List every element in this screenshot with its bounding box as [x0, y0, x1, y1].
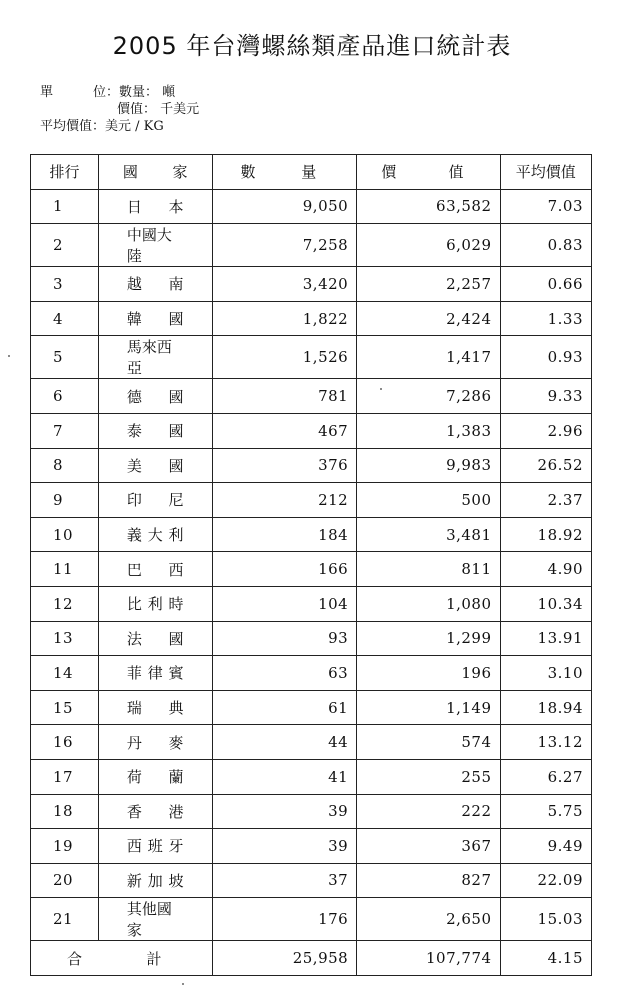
average-cell: 0.83 [500, 224, 591, 267]
table-header-row [31, 155, 592, 190]
rank-cell: 1 [31, 189, 99, 224]
average-cell: 5.75 [500, 794, 591, 829]
value-cell: 6,029 [357, 224, 500, 267]
country-cell: 荷 蘭 [98, 759, 212, 794]
average-cell: 10.34 [500, 586, 591, 621]
value-cell: 3,481 [357, 517, 500, 552]
quantity-cell: 212 [212, 483, 357, 518]
quantity-cell: 166 [212, 552, 357, 587]
units-legend [40, 84, 199, 135]
rank-cell: 9 [31, 483, 99, 518]
country-cell: 丹 麥 [98, 725, 212, 760]
value-cell: 2,650 [357, 898, 500, 941]
table-row [31, 794, 592, 829]
table-row [31, 224, 592, 267]
average-cell: 7.03 [500, 189, 591, 224]
value-cell: 574 [357, 725, 500, 760]
table-row [31, 725, 592, 760]
rank-cell: 12 [31, 586, 99, 621]
average-cell: 15.03 [500, 898, 591, 941]
rank-cell: 4 [31, 301, 99, 336]
table-row [31, 379, 592, 414]
quantity-cell: 39 [212, 829, 357, 864]
average-cell: 4.90 [500, 552, 591, 587]
quantity-cell: 467 [212, 413, 357, 448]
table-row [31, 552, 592, 587]
header-value: 價 值 [357, 155, 500, 190]
country-cell: 新 加 坡 [98, 863, 212, 898]
rank-cell: 2 [31, 224, 99, 267]
average-cell: 2.96 [500, 413, 591, 448]
table-row [31, 267, 592, 302]
quantity-cell: 61 [212, 690, 357, 725]
rank-cell: 13 [31, 621, 99, 656]
rank-cell: 10 [31, 517, 99, 552]
country-cell: 香 港 [98, 794, 212, 829]
country-cell: 美 國 [98, 448, 212, 483]
value-cell: 827 [357, 863, 500, 898]
value-cell: 1,299 [357, 621, 500, 656]
quantity-cell: 9,050 [212, 189, 357, 224]
average-cell: 3.10 [500, 656, 591, 691]
quantity-cell: 781 [212, 379, 357, 414]
value-cell: 1,417 [357, 336, 500, 379]
rank-cell: 14 [31, 656, 99, 691]
country-cell: 中國大陸 [98, 224, 212, 267]
rank-cell: 3 [31, 267, 99, 302]
average-cell: 18.92 [500, 517, 591, 552]
table-row [31, 189, 592, 224]
country-cell: 德 國 [98, 379, 212, 414]
quantity-cell: 184 [212, 517, 357, 552]
table-row [31, 829, 592, 864]
rank-cell: 7 [31, 413, 99, 448]
value-cell: 2,257 [357, 267, 500, 302]
quantity-cell: 39 [212, 794, 357, 829]
table-row [31, 759, 592, 794]
rank-cell: 6 [31, 379, 99, 414]
country-cell: 韓 國 [98, 301, 212, 336]
value-cell: 367 [357, 829, 500, 864]
rank-cell: 11 [31, 552, 99, 587]
unit-average: 平均價值：美元 / KG [40, 119, 164, 134]
unit-quantity: 數量： 噸 [119, 85, 176, 100]
quantity-cell: 176 [212, 898, 357, 941]
scan-speck [182, 983, 184, 985]
unit-label: 單 [40, 85, 54, 100]
value-cell: 63,582 [357, 189, 500, 224]
average-cell: 0.66 [500, 267, 591, 302]
quantity-cell: 1,526 [212, 336, 357, 379]
country-cell: 馬來西亞 [98, 336, 212, 379]
table-row [31, 448, 592, 483]
value-cell: 1,149 [357, 690, 500, 725]
quantity-cell: 93 [212, 621, 357, 656]
rank-cell: 15 [31, 690, 99, 725]
country-cell: 日 本 [98, 189, 212, 224]
country-cell: 法 國 [98, 621, 212, 656]
value-cell: 222 [357, 794, 500, 829]
unit-value: 價值： 千美元 [117, 102, 200, 117]
table-row [31, 586, 592, 621]
header-average: 平均價值 [500, 155, 591, 190]
import-statistics-table [30, 154, 592, 976]
header-quantity: 數 量 [212, 155, 357, 190]
country-cell: 瑞 典 [98, 690, 212, 725]
average-cell: 18.94 [500, 690, 591, 725]
value-cell: 2,424 [357, 301, 500, 336]
country-cell: 西 班 牙 [98, 829, 212, 864]
rank-cell: 19 [31, 829, 99, 864]
quantity-cell: 44 [212, 725, 357, 760]
table-row [31, 863, 592, 898]
average-cell: 9.49 [500, 829, 591, 864]
table-row [31, 336, 592, 379]
value-cell: 196 [357, 656, 500, 691]
value-cell: 1,080 [357, 586, 500, 621]
quantity-cell: 63 [212, 656, 357, 691]
average-cell: 13.91 [500, 621, 591, 656]
table-row [31, 898, 592, 941]
country-cell: 越 南 [98, 267, 212, 302]
quantity-cell: 41 [212, 759, 357, 794]
header-rank: 排行 [31, 155, 99, 190]
table-row [31, 301, 592, 336]
average-cell: 9.33 [500, 379, 591, 414]
average-cell: 2.37 [500, 483, 591, 518]
quantity-cell: 3,420 [212, 267, 357, 302]
scan-speck [380, 388, 382, 390]
scan-speck [8, 355, 10, 357]
total-row [31, 941, 592, 976]
total-value: 107,774 [357, 941, 500, 976]
country-cell: 義 大 利 [98, 517, 212, 552]
rank-cell: 8 [31, 448, 99, 483]
quantity-cell: 104 [212, 586, 357, 621]
average-cell: 26.52 [500, 448, 591, 483]
average-cell: 13.12 [500, 725, 591, 760]
value-cell: 500 [357, 483, 500, 518]
table-row [31, 413, 592, 448]
value-cell: 7,286 [357, 379, 500, 414]
rank-cell: 21 [31, 898, 99, 941]
rank-cell: 18 [31, 794, 99, 829]
quantity-cell: 37 [212, 863, 357, 898]
quantity-cell: 1,822 [212, 301, 357, 336]
unit-label-suffix: 位： [93, 85, 120, 100]
country-cell: 其他國家 [98, 898, 212, 941]
value-cell: 9,983 [357, 448, 500, 483]
total-quantity: 25,958 [212, 941, 357, 976]
table-row [31, 690, 592, 725]
total-label: 合 計 [31, 941, 213, 976]
rank-cell: 20 [31, 863, 99, 898]
table-row [31, 483, 592, 518]
rank-cell: 5 [31, 336, 99, 379]
average-cell: 22.09 [500, 863, 591, 898]
average-cell: 1.33 [500, 301, 591, 336]
table-row [31, 656, 592, 691]
document-title: 2005 年台灣螺絲類產品進口統計表 [112, 32, 512, 60]
average-cell: 0.93 [500, 336, 591, 379]
country-cell: 印 尼 [98, 483, 212, 518]
table-row [31, 517, 592, 552]
value-cell: 1,383 [357, 413, 500, 448]
header-country: 國 家 [98, 155, 212, 190]
country-cell: 泰 國 [98, 413, 212, 448]
value-cell: 811 [357, 552, 500, 587]
country-cell: 巴 西 [98, 552, 212, 587]
value-cell: 255 [357, 759, 500, 794]
rank-cell: 17 [31, 759, 99, 794]
country-cell: 菲 律 賓 [98, 656, 212, 691]
quantity-cell: 376 [212, 448, 357, 483]
quantity-cell: 7,258 [212, 224, 357, 267]
average-cell: 6.27 [500, 759, 591, 794]
country-cell: 比 利 時 [98, 586, 212, 621]
table-row [31, 621, 592, 656]
rank-cell: 16 [31, 725, 99, 760]
total-average: 4.15 [500, 941, 591, 976]
